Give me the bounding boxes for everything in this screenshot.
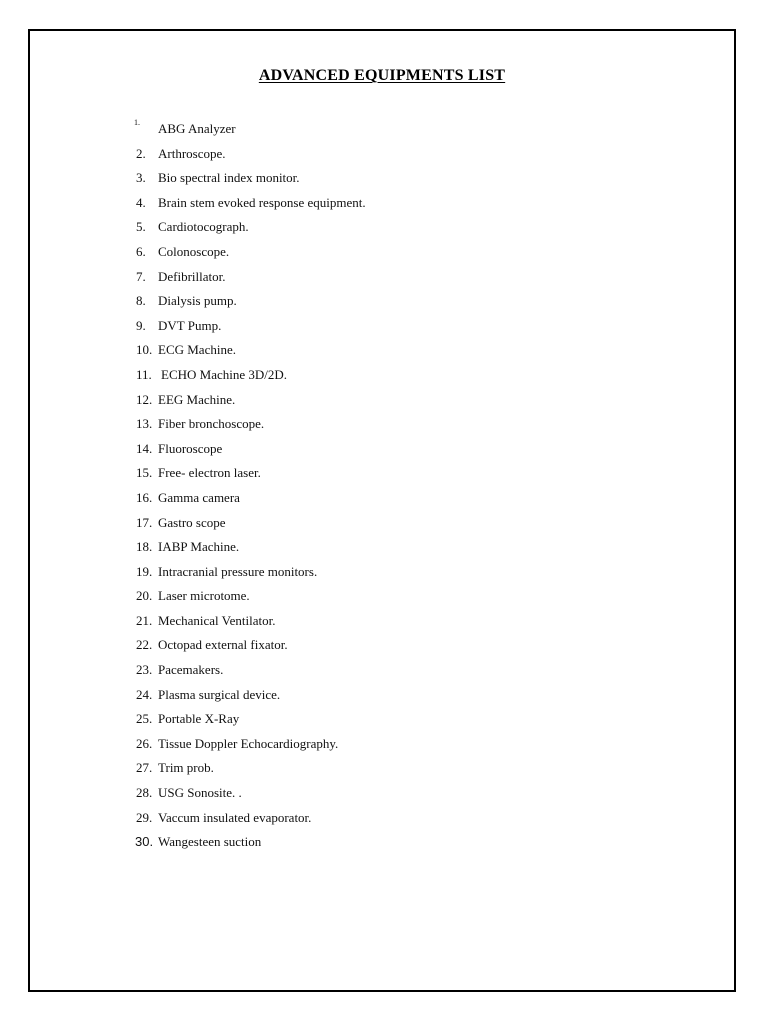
list-item-number: 7. [136,268,146,284]
list-item-text: Arthroscope. [158,145,226,161]
list-item-number: 3. [136,170,146,186]
list-item-number: 27. [136,760,153,776]
list-item-number: 24. [136,686,153,702]
list-item-text: USG Sonosite. . [158,785,242,801]
list-item-number: 15. [136,465,153,481]
list-item-number: 11. [136,366,152,382]
list-item-number: 30. [135,834,154,850]
list-item-text: Tissue Doppler Echocardiography. [158,735,339,751]
list-item-number: 28. [136,785,153,801]
list-item-text: Colonoscope. [158,243,230,259]
list-item-text: Mechanical Ventilator. [158,612,276,628]
list-item-number: 2. [136,145,146,161]
list-item-number: 6. [136,243,146,259]
list-item-text: Gastro scope [158,514,226,530]
list-item-number: 16. [136,489,153,505]
list-item-text: Intracranial pressure monitors. [158,563,318,579]
list-item-number: 19. [136,563,153,579]
list-item-text: Fluoroscope [158,440,223,456]
list-item-text: Brain stem evoked response equipment. [158,194,366,210]
list-item-text: Vaccum insulated evaporator. [158,809,312,825]
list-item-text: Free- electron laser. [158,465,261,481]
list-item-number: 21. [136,612,153,628]
list-item-number: 29. [136,809,153,825]
list-item-number: 26. [136,735,153,751]
list-item-number: 25. [136,711,153,727]
list-item-text: Laser microtome. [158,588,250,604]
list-item-text: ECHO Machine 3D/2D. [161,366,288,382]
list-item-number: 5. [136,219,146,235]
list-item-number: 17. [136,514,153,530]
list-item-number: 4. [136,194,146,210]
list-item-number: 18. [136,539,153,555]
list-item-text: Pacemakers. [158,662,224,678]
list-item-number: 1. [134,118,140,127]
list-item-text: Bio spectral index monitor. [158,170,300,186]
list-item-number: 8. [136,293,146,309]
document-page [28,29,736,992]
list-item-text: Plasma surgical device. [158,686,281,702]
list-item-text: DVT Pump. [158,317,222,333]
list-item-text: Trim prob. [158,760,214,776]
list-item-text: EEG Machine. [158,391,236,407]
list-item-number: 12. [136,391,153,407]
list-item-text: Cardiotocograph. [158,219,249,235]
list-item-number: 10. [136,342,153,358]
list-item-text: Defibrillator. [158,268,226,284]
list-item-number: 20. [136,588,153,604]
list-item-text: ECG Machine. [158,342,236,358]
list-item-number: 22. [136,637,153,653]
list-item-number: 23. [136,662,153,678]
list-item-text: Dialysis pump. [158,293,237,309]
list-item-number: 13. [136,416,153,432]
list-item-text: Wangesteen suction [158,834,262,850]
document-title: ADVANCED EQUIPMENTS LIST [258,67,506,84]
list-item-text: IABP Machine. [158,539,240,555]
list-item-text: Fiber bronchoscope. [158,416,265,432]
list-item-text: Portable X-Ray [158,711,240,727]
list-item-text: ABG Analyzer [158,121,236,136]
list-item-text: Gamma camera [158,489,240,505]
list-item-text: Octopad external fixator. [158,637,288,653]
list-item-number: 14. [136,440,153,456]
list-item-number: 9. [136,317,146,333]
